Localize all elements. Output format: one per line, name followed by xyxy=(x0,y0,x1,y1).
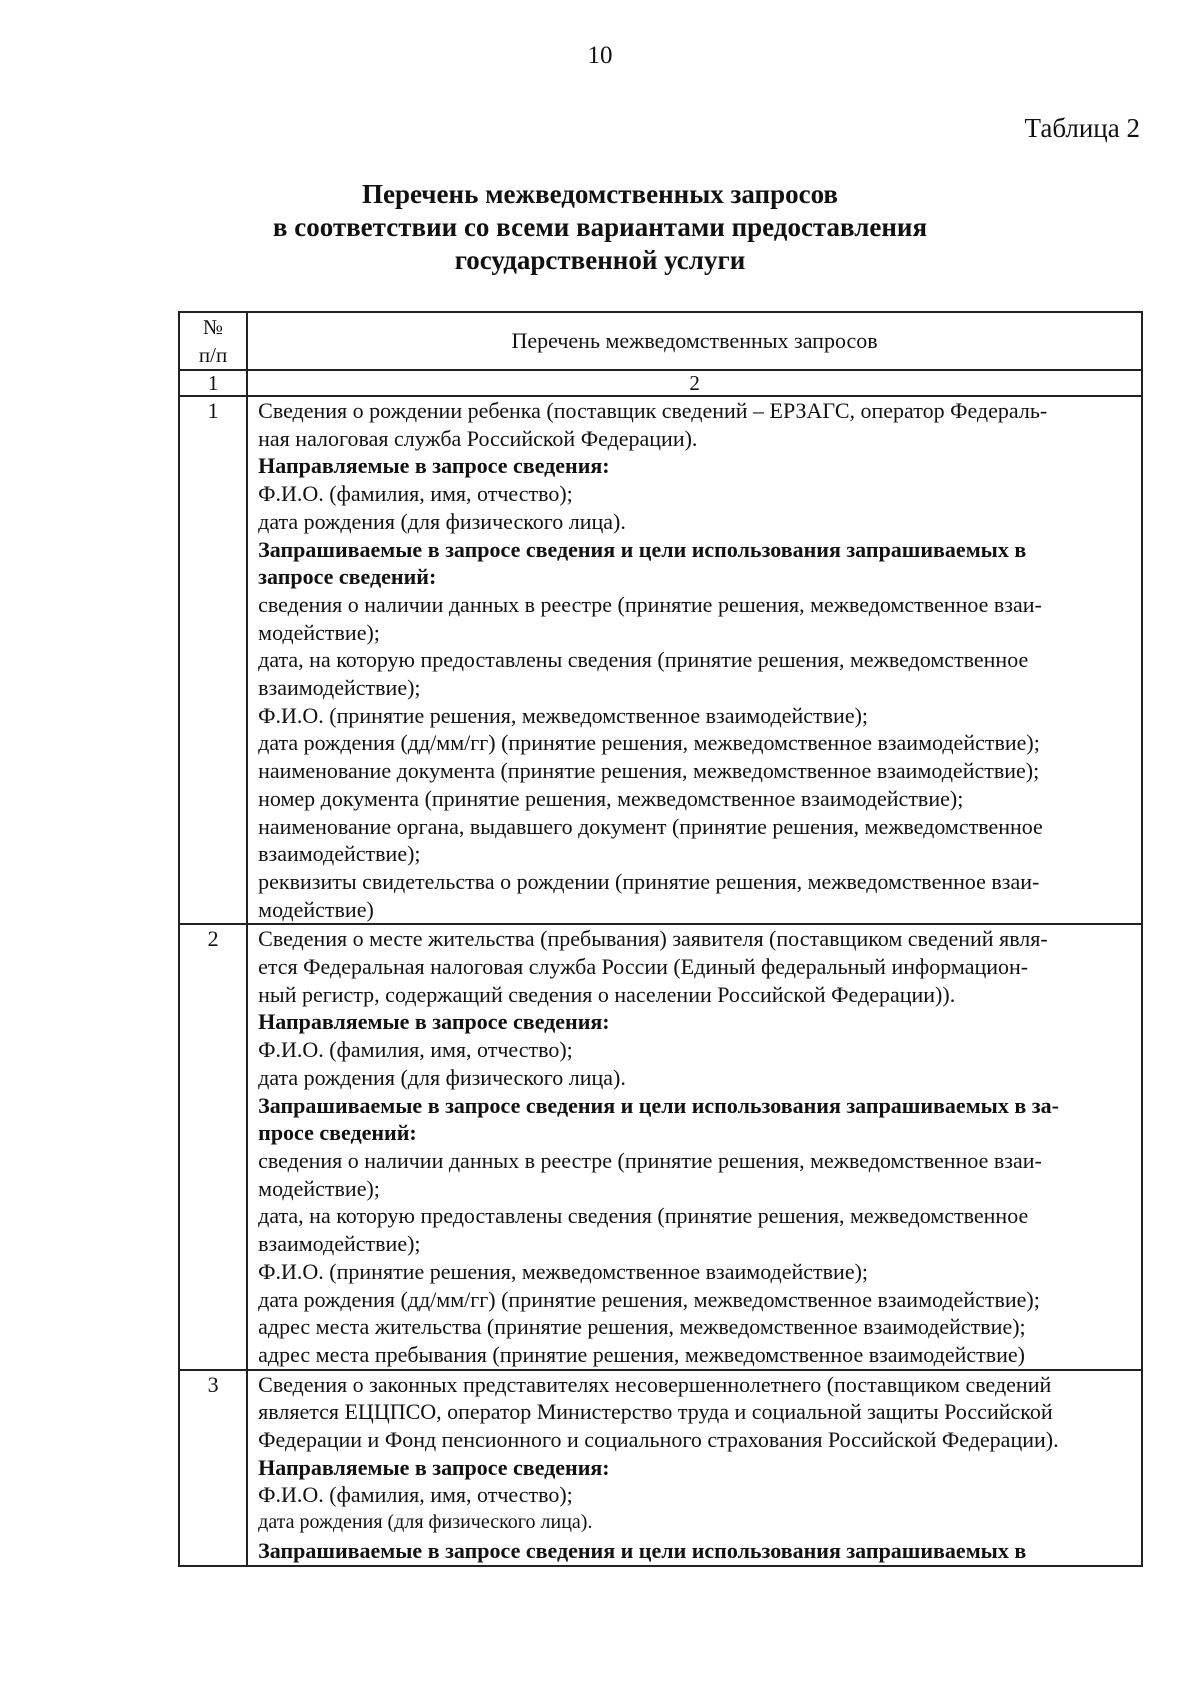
table-row xyxy=(179,1370,1142,1566)
section-heading-line: Запрашиваемые в запросе сведения и цели использования запрашиваемых в xyxy=(258,536,1027,562)
document-title-line-3: государственной услуги xyxy=(454,245,746,275)
row-number: 2 xyxy=(179,924,247,1369)
content-line: дата рождения (дд/мм/гг) (принятие решения, межведомственное взаимодействие); xyxy=(258,730,1040,756)
section-heading-line: Направляемые в запросе сведения: xyxy=(258,453,610,479)
section-heading-line: Направляемые в запросе сведения: xyxy=(258,1454,610,1480)
content-line: Ф.И.О. (фамилия, имя, отчество); xyxy=(258,481,573,507)
section-heading-line: запросе сведений: xyxy=(258,564,437,590)
table-label: Таблица 2 xyxy=(1024,113,1140,143)
header-number-sign: № xyxy=(203,315,224,339)
content-line: модействие) xyxy=(258,896,374,922)
content-line: взаимодействие); xyxy=(258,1231,421,1257)
content-line: реквизиты свидетельства о рождении (принятие решения, межведомственное взаи- xyxy=(258,868,1040,894)
table-header-row xyxy=(179,312,1142,370)
document-title xyxy=(0,178,1200,277)
row-content xyxy=(247,924,1142,1369)
content-line: Сведения о рождении ребенка (поставщик сведений – ЕРЗАГС, оператор Федераль- xyxy=(258,398,1048,423)
content-line: взаимодействие); xyxy=(258,841,421,867)
header-number-pp: п/п xyxy=(198,343,228,367)
content-line: Ф.И.О. (фамилия, имя, отчество); xyxy=(258,1037,573,1063)
content-line: номер документа (принятие решения, межведомственное взаимодействие); xyxy=(258,785,964,811)
content-line: Сведения о месте жительства (пребывания) заявителя (поставщиком сведений явля- xyxy=(258,926,1048,952)
content-line: Ф.И.О. (принятие решения, межведомственное взаимодействие); xyxy=(258,702,869,728)
page-number: 10 xyxy=(587,42,613,69)
document-title-line-2: в соответствии со всеми вариантами предоставления xyxy=(272,212,928,242)
content-line: сведения о наличии данных в реестре (принятие решения, межведомственное взаи- xyxy=(258,1147,1042,1173)
content-line: дата рождения (для физического лица). xyxy=(258,1064,626,1090)
section-heading-line: Запрашиваемые в запросе сведения и цели использования запрашиваемых в за- xyxy=(258,1092,1059,1118)
content-line: наименование документа (принятие решения, межведомственное взаимодействие); xyxy=(258,758,1040,784)
table-row xyxy=(179,924,1142,1369)
content-line: является ЕЦЦПСО, оператор Министерство труда и социальной защиты Российской xyxy=(258,1399,1053,1425)
content-line: модействие); xyxy=(258,1175,380,1201)
column-index-1: 1 xyxy=(179,370,247,396)
row-content xyxy=(247,396,1142,924)
content-line: дата рождения (для физического лица). xyxy=(258,1511,593,1534)
row-number: 1 xyxy=(179,396,247,924)
column-index-row xyxy=(179,370,1142,396)
row-content xyxy=(247,1370,1142,1566)
content-line: дата, на которую предоставлены сведения (принятие решения, межведомственное xyxy=(258,1203,1029,1229)
content-line: Федерации и Фонд пенсионного и социального страхования Российской Федерации). xyxy=(258,1427,1059,1453)
content-line: ется Федеральная налоговая служба России (Единый федеральный информацион- xyxy=(258,954,1029,980)
header-requests-column: Перечень межведомственных запросов xyxy=(247,312,1142,370)
document-title-line-1: Перечень межведомственных запросов xyxy=(361,179,839,209)
content-line: Ф.И.О. (фамилия, имя, отчество); xyxy=(258,1482,573,1508)
section-heading-line: Направляемые в запросе сведения: xyxy=(258,1009,610,1035)
content-line: адрес места пребывания (принятие решения, межведомственное взаимодействие) xyxy=(258,1341,1025,1367)
content-line: адрес места жительства (принятие решения, межведомственное взаимодействие); xyxy=(258,1314,1026,1340)
table-body xyxy=(179,370,1142,1566)
content-line: Сведения о законных представителях несовершеннолетнего (поставщиком сведений xyxy=(258,1371,1052,1397)
content-line: модействие); xyxy=(258,619,380,645)
column-index-2: 2 xyxy=(247,370,1142,396)
content-line: ная налоговая служба Российской Федерации). xyxy=(258,425,698,451)
content-line: Ф.И.О. (принятие решения, межведомственное взаимодействие); xyxy=(258,1258,869,1284)
interagency-requests-table xyxy=(178,311,1143,1567)
content-line: дата рождения (для физического лица). xyxy=(258,508,626,534)
section-heading-line: просе сведений: xyxy=(258,1120,417,1146)
content-line: дата рождения (дд/мм/гг) (принятие решения, межведомственное взаимодействие); xyxy=(258,1286,1040,1312)
table-row xyxy=(179,396,1142,924)
header-number-column xyxy=(179,312,247,370)
content-line: ный регистр, содержащий сведения о населении Российской Федерации)). xyxy=(258,981,956,1007)
row-number: 3 xyxy=(179,1370,247,1566)
content-line: взаимодействие); xyxy=(258,675,421,701)
content-line: наименование органа, выдавшего документ (принятие решения, межведомственное xyxy=(258,813,1043,839)
section-heading-line: Запрашиваемые в запросе сведения и цели использования запрашиваемых в xyxy=(258,1537,1027,1563)
content-line: дата, на которую предоставлены сведения (принятие решения, межведомственное xyxy=(258,647,1029,673)
content-line: сведения о наличии данных в реестре (принятие решения, межведомственное взаи- xyxy=(258,591,1042,617)
